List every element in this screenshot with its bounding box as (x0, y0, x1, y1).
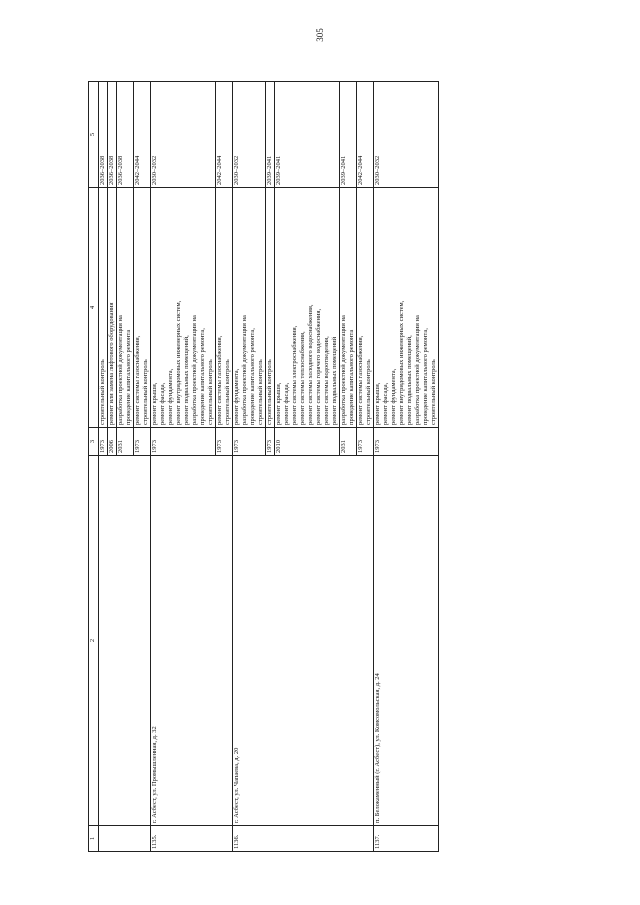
work-item: ремонт фундамента, (233, 368, 240, 425)
base-year: 1973 (151, 428, 216, 456)
work-item: ремонт фундамента, (167, 368, 174, 425)
base-year: 1973 (374, 428, 439, 456)
planned-period: 2030–2032 (151, 82, 216, 188)
planned-period: 2039–2041 (266, 82, 275, 188)
work-item: ремонт системы горячего водоснабжения, (315, 308, 322, 425)
work-item: ремонт внутридомовых инженерных систем, (175, 300, 182, 425)
works-list (216, 188, 233, 428)
work-item: ремонт подвальных помещений (331, 336, 338, 425)
base-year: 2031 (117, 428, 134, 456)
planned-period: 2036–2038 (117, 82, 134, 188)
base-year: 1973 (216, 428, 233, 456)
building-address: г. Асбест, ул. Чапаева, д. 20 (233, 456, 374, 826)
planned-period: 2039–2041 (275, 82, 340, 188)
planned-period: 2042–2044 (134, 82, 151, 188)
item-number: 1135. (151, 826, 233, 852)
work-item: строительный контроль (365, 359, 372, 425)
building-address: п. Белокаменный (г. Асбест), ул. Комсомольская, д. 24 (374, 456, 439, 826)
rotated-table-wrapper (88, 82, 588, 852)
base-year: 1973 (266, 428, 275, 456)
planned-period: 2039–2041 (340, 82, 357, 188)
base-year: 2006 (108, 428, 117, 456)
work-item: строительный контроль (224, 359, 231, 425)
works-list (151, 188, 216, 428)
work-item: строительный контроль (257, 359, 264, 425)
base-year: 1973 (357, 428, 374, 456)
works-list (266, 188, 275, 428)
work-item: ремонт фасада, (382, 382, 389, 425)
header-col-3: 3 (89, 428, 99, 456)
base-year: 1973 (134, 428, 151, 456)
planned-period: 2030–2032 (374, 82, 439, 188)
work-item: проведение капитального ремонта (125, 329, 132, 425)
works-list (233, 188, 266, 428)
work-item: ремонт системы холодного водоснабжения, (307, 304, 314, 425)
work-item: проведение капитального ремонта, (422, 328, 429, 425)
planned-period: 2042–2044 (216, 82, 233, 188)
works-list (374, 188, 439, 428)
works-list (275, 188, 340, 428)
work-item: ремонт крыши, (151, 382, 158, 425)
works-list (340, 188, 357, 428)
work-item: разработка проектной документации на (414, 315, 421, 425)
work-item: ремонт системы газоснабжения, (134, 335, 141, 425)
page-number: 305 (315, 28, 325, 42)
planned-period: 2036–2038 (99, 82, 108, 188)
work-item: ремонт фундамента, (390, 368, 397, 425)
work-item: строительный контроль (266, 359, 273, 425)
work-item: ремонт системы газоснабжения, (216, 335, 223, 425)
work-item: ремонт или замена лифтового оборудования (108, 302, 115, 425)
base-year: 2031 (340, 428, 357, 456)
work-item: ремонт системы водоотведения, (323, 336, 330, 425)
work-item: проведение капитального ремонта, (249, 328, 256, 425)
work-item: ремонт системы газоснабжения, (357, 335, 364, 425)
work-item: проведение капитального ремонта (348, 329, 355, 425)
header-row (89, 82, 99, 852)
works-list (117, 188, 134, 428)
table-row (99, 82, 108, 852)
work-item: разработка проектной документации на (191, 315, 198, 425)
works-list (357, 188, 374, 428)
work-item: ремонт системы теплоснабжения, (299, 331, 306, 425)
base-year: 1973 (99, 428, 108, 456)
table-body (99, 82, 439, 852)
header-col-4: 4 (89, 188, 99, 428)
header-col-2: 2 (89, 456, 99, 826)
works-list (99, 188, 108, 428)
building-address (99, 456, 151, 826)
header-col-1: 1 (89, 826, 99, 852)
work-item: разработка проектной документации на (117, 315, 124, 425)
planned-period: 2030–2032 (233, 82, 266, 188)
work-item: разработка проектной документации на (340, 315, 347, 425)
work-item: ремонт фасада, (283, 382, 290, 425)
planned-period: 2042–2044 (357, 82, 374, 188)
item-number: 1136. (233, 826, 374, 852)
work-item: ремонт подвальных помещений, (406, 335, 413, 425)
works-list (134, 188, 151, 428)
work-item: ремонт крыши, (374, 382, 381, 425)
repair-schedule-table (88, 81, 439, 852)
work-item: строительный контроль (142, 359, 149, 425)
table-row (233, 82, 266, 852)
work-item: проведение капитального ремонта, (199, 328, 206, 425)
item-number (99, 826, 151, 852)
work-item: ремонт крыши, (275, 382, 282, 425)
base-year: 2010 (275, 428, 340, 456)
work-item: строительный контроль (430, 359, 437, 425)
work-item: строительный контроль (207, 359, 214, 425)
table-row (374, 82, 439, 852)
work-item: ремонт внутридомовых инженерных систем, (398, 300, 405, 425)
works-list (108, 188, 117, 428)
building-address: г. Асбест, ул. Промышленная, д. 32 (151, 456, 233, 826)
header-col-5: 5 (89, 82, 99, 188)
item-number: 1137. (374, 826, 439, 852)
planned-period: 2036–2038 (108, 82, 117, 188)
table-row (151, 82, 216, 852)
work-item: ремонт фасада, (159, 382, 166, 425)
base-year: 1973 (233, 428, 266, 456)
work-item: разработка проектной документации на (241, 315, 248, 425)
work-item: строительный контроль (99, 359, 106, 425)
work-item: ремонт системы электроснабжения, (291, 325, 298, 425)
work-item: ремонт подвальных помещений, (183, 335, 190, 425)
